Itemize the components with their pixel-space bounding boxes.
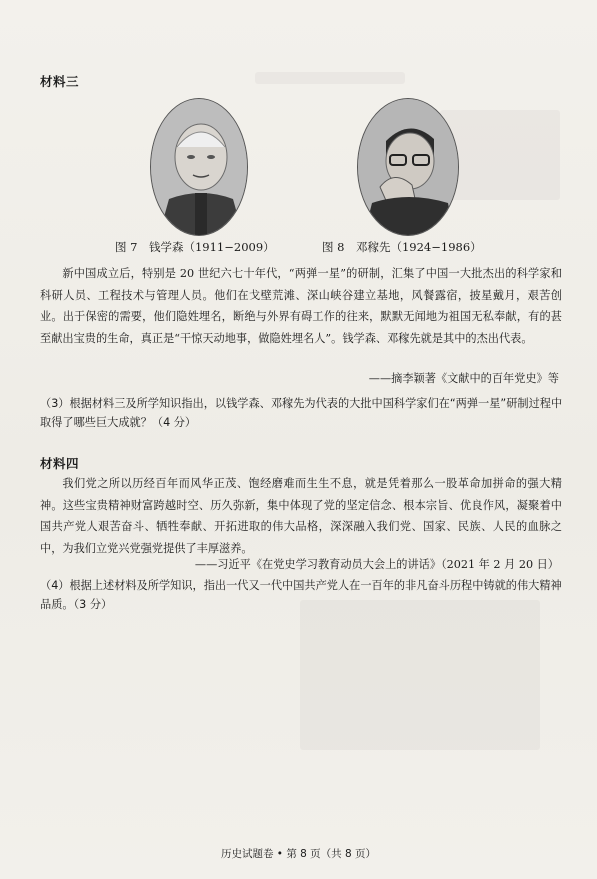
question-3-text: （3）根据材料三及所学知识指出，以钱学森、邓稼先为代表的大批中国科学家们在“两弹一星”研制过程中取得了哪些巨大成就？（4 分）	[40, 397, 563, 429]
question-4	[40, 576, 565, 614]
bleed-through-mark	[300, 600, 540, 750]
bleed-through-mark	[255, 72, 405, 84]
qian-xuesen-portrait-photo	[150, 98, 248, 236]
figure-8-caption: 图 8 邓稼先（1924−1986）	[322, 240, 482, 254]
material4-label: 材料四	[40, 456, 80, 471]
material3-source: ——摘李颖著《文献中的百年党史》等	[368, 372, 559, 385]
material3-paragraph	[40, 263, 562, 349]
deng-jiaxian-portrait-photo	[357, 98, 459, 236]
material4-paragraph	[40, 473, 562, 559]
material3-label: 材料三	[40, 74, 80, 89]
question-4-text: （4）根据上述材料及所学知识，指出一代又一代中国共产党人在一百年的非凡奋斗历程中铸就的伟大精神品质。（3 分）	[40, 579, 562, 611]
page-footer: 历史试题卷 • 第 8 页（共 8 页）	[220, 848, 377, 860]
material3-paragraph-text: 新中国成立后，特别是 20 世纪六七十年代，“两弹一星”的研制，汇集了中国一大批杰出的科学家和科研人员、工程技术与管理人员。他们在戈壁荒滩、深山峡谷建立基地，风餐露宿，披星戴月，艰苦创业。出于保密的需要，他们隐姓埋名，断绝与外界有碍工作的往来，默默无闻地为祖国无私奉献，有的甚至献出宝贵的生命，真正是“干惊天动地事，做隐姓埋名人”。钱学森、邓稼先就是其中的杰出代表。	[40, 267, 562, 345]
question-3	[40, 394, 565, 432]
figure-7-caption: 图 7 钱学森（1911−2009）	[115, 240, 275, 254]
material4-source: ——习近平《在党史学习教育动员大会上的讲话》（2021 年 2 月 20 日）	[194, 558, 559, 571]
material4-paragraph-text: 我们党之所以历经百年而风华正茂、饱经磨难而生生不息，就是凭着那么一股革命加拼命的强大精神。这些宝贵精神财富跨越时空、历久弥新，集中体现了党的坚定信念、根本宗旨、优良作风，凝聚着中国共产党人艰苦奋斗、牺牲奉献、开拓进取的伟大品格，深深融入我们党、国家、民族、人民的血脉之中，为我们立党兴党强党提供了丰厚滋养。	[40, 477, 562, 555]
